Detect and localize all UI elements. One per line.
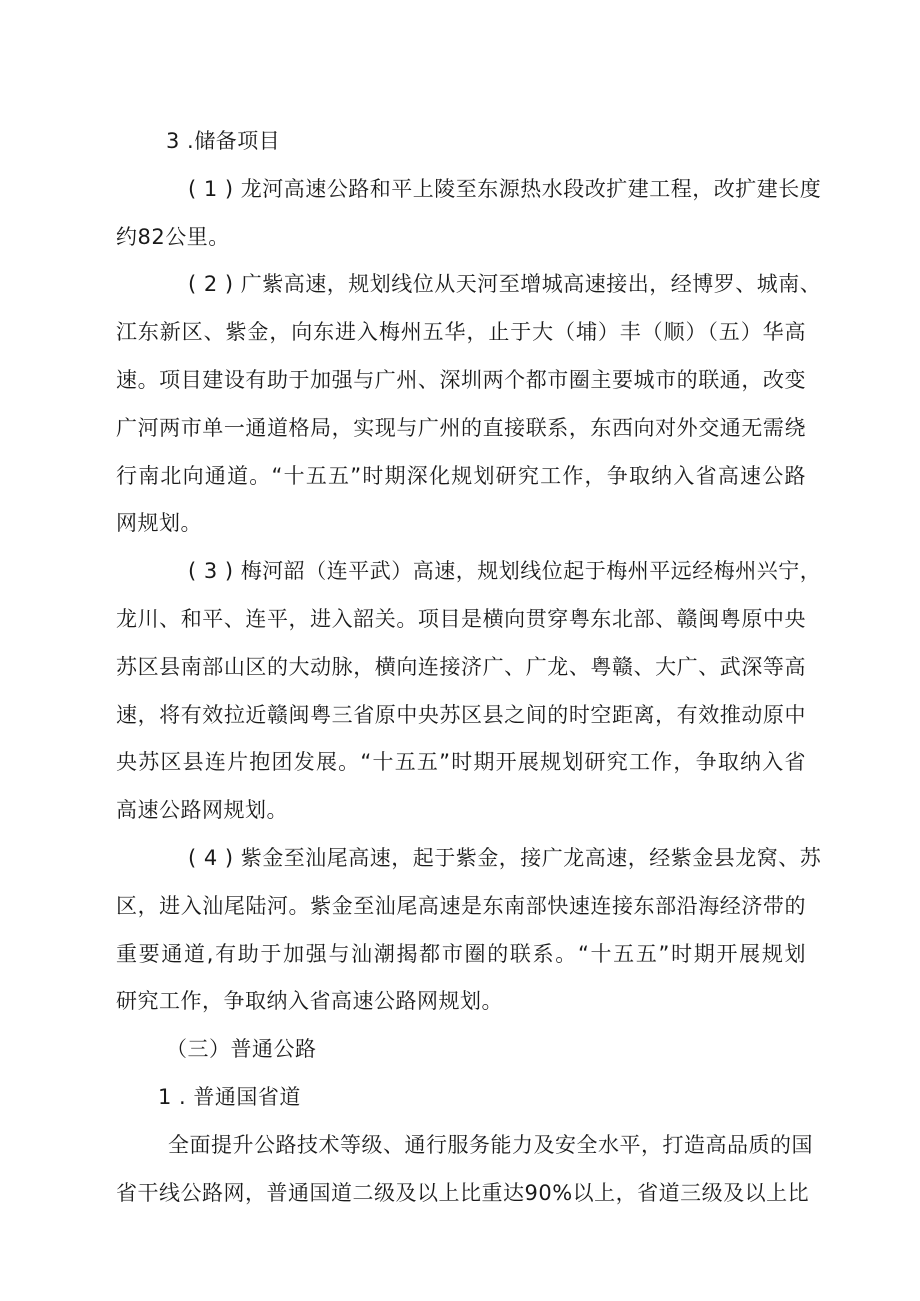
paragraph-item-3-line-1: ( 3 ) 梅河韶（连平武）高速，规划线位起于梅州平远经梅州兴宁， <box>188 559 822 584</box>
paragraph-item-2-line-2: 江东新区、紫金，向东进入梅州五华，止于大（埔）丰（顺）（五）华高 <box>116 320 806 345</box>
paragraph-item-3-line-2: 龙川、和平、连平，进入韶关。项目是横向贯穿粤东北部、赣闽粤原中央 <box>116 606 806 631</box>
paragraph-item-2-line-1: ( 2 ) 广紫高速，规划线位从天河至增城高速接出，经博罗、城南、 <box>188 272 822 297</box>
section-heading-ordinary-roads: （三）普通公路 <box>166 1037 317 1062</box>
paragraph-item-2-line-3: 速。项目建设有助于加强与广州、深圳两个都市圈主要城市的联通，改变 <box>116 367 806 392</box>
section-heading-storage-projects: 3 .储备项目 <box>166 129 281 153</box>
paragraph-item-4-line-3: 重要通道,有助于加强与汕潮揭都市圈的联系。“十五五”时期开展规划 <box>116 941 806 966</box>
paragraph-item-4-line-1: ( 4 ) 紫金至汕尾高速，起于紫金，接广龙高速，经紫金县龙窝、苏 <box>188 845 822 870</box>
paragraph-item-2-line-4: 广河两市单一通道格局，实现与广州的直接联系，东西向对外交通无需绕 <box>116 415 806 440</box>
paragraph-item-1-line-1: ( 1 ) 龙河高速公路和平上陵至东源热水段改扩建工程，改扩建长度 <box>188 176 822 201</box>
document-page <box>116 118 822 1217</box>
paragraph-item-3-line-4: 速，将有效拉近赣闽粤三省原中央苏区县之间的时空距离，有效推动原中 <box>116 702 806 727</box>
paragraph-item-3-line-3: 苏区县南部山区的大动脉，横向连接济广、广龙、粤赣、大广、武深等高 <box>116 654 806 679</box>
paragraph-item-4-line-4: 研究工作，争取纳入省高速公路网规划。 <box>116 989 503 1014</box>
paragraph-item-2-line-6: 网规划。 <box>116 511 202 536</box>
paragraph-upgrade-line-1: 全面提升公路技术等级、通行服务能力及安全水平，打造高品质的国 <box>168 1132 813 1157</box>
paragraph-item-1-line-2: 约82公里。 <box>116 224 230 249</box>
paragraph-item-3-line-6: 高速公路网规划。 <box>116 798 288 823</box>
paragraph-upgrade-line-2: 省干线公路网，普通国道二级及以上比重达90%以上，省道三级及以上比 <box>116 1180 810 1205</box>
paragraph-item-4-line-2: 区，进入汕尾陆河。紫金至汕尾高速是东南部快速连接东部沿海经济带的 <box>116 893 806 918</box>
paragraph-item-3-line-5: 央苏区县连片抱团发展。“十五五”时期开展规划研究工作，争取纳入省 <box>116 750 806 775</box>
subsection-heading-national-provincial-roads: 1 . 普通国省道 <box>158 1084 301 1109</box>
paragraph-item-2-line-5: 行南北向通道。“十五五”时期深化规划研究工作，争取纳入省高速公路 <box>116 463 806 488</box>
